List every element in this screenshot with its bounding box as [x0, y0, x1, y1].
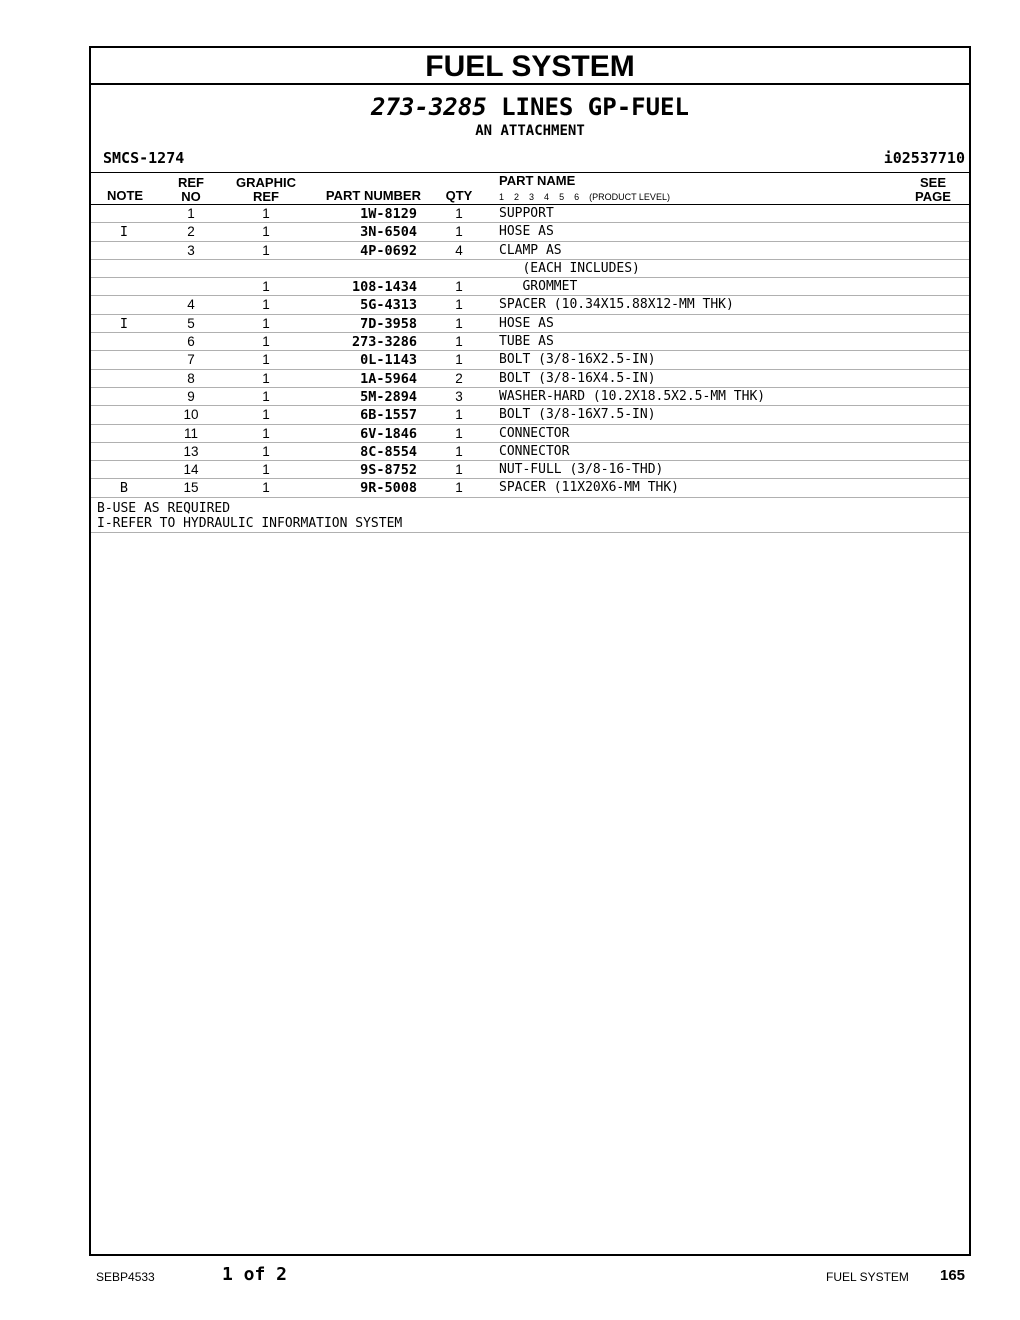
illustration-id: i02537710: [883, 149, 965, 167]
qty-cell: 1: [455, 462, 463, 478]
part-number-cell: 5M-2894: [360, 388, 417, 405]
ref-no-cell: 3: [187, 242, 195, 258]
table-row: [91, 315, 969, 333]
smcs-code: SMCS-1274: [103, 149, 185, 167]
part-number-cell: 108-1434: [351, 279, 417, 296]
part-number-cell: 8C-8554: [360, 443, 417, 460]
part-number-cell: 0L-1143: [360, 352, 417, 369]
part-name-cell: (EACH INCLUDES): [499, 260, 640, 276]
col-header-graphic-ref: [226, 176, 306, 204]
part-name-cell: BOLT (3/8-16X7.5-IN): [499, 407, 656, 423]
footer-section-name: FUEL SYSTEM: [826, 1270, 909, 1284]
part-name-cell: CONNECTOR: [499, 443, 570, 459]
ref-no-cell: 15: [183, 480, 199, 496]
part-name-cell: BOLT (3/8-16X4.5-IN): [499, 370, 656, 386]
footer-page-number: 165: [940, 1267, 966, 1284]
product-level-label: (PRODUCT LEVEL): [589, 192, 670, 202]
note-b: B-USE AS REQUIRED: [97, 501, 231, 516]
part-number-cell: 6B-1557: [360, 407, 417, 424]
qty-cell: 2: [455, 370, 463, 386]
ref-no-cell: 10: [183, 407, 199, 423]
graphic-ref-cell: 1: [262, 279, 270, 295]
part-name-cell: TUBE AS: [499, 334, 554, 350]
graphic-ref-cell: 1: [262, 388, 270, 404]
table-row: [91, 479, 969, 497]
product-level-3: 3: [529, 192, 535, 202]
ref-no-cell: 8: [187, 370, 195, 386]
table-row: [91, 260, 969, 278]
part-name-cell: HOSE AS: [499, 315, 554, 331]
note-cell: B: [119, 480, 129, 497]
qty-cell: 1: [455, 352, 463, 368]
graphic-ref-cell: 1: [262, 297, 270, 313]
part-name-cell: BOLT (3/8-16X2.5-IN): [499, 352, 656, 368]
col-header-graphic-top: GRAPHIC: [236, 175, 296, 190]
table-row: [91, 388, 969, 406]
graphic-ref-cell: 1: [262, 370, 270, 386]
qty-cell: 1: [455, 279, 463, 295]
col-header-ref-top: REF: [178, 175, 204, 190]
ref-no-cell: 1: [187, 206, 195, 221]
table-row: [91, 242, 969, 260]
notes-bottom-rule: [91, 532, 969, 533]
qty-cell: 1: [455, 425, 463, 441]
table-row: [91, 205, 969, 223]
graphic-ref-cell: 1: [262, 224, 270, 240]
qty-cell: 1: [455, 315, 463, 331]
footer-doc-number: SEBP4533: [96, 1270, 155, 1284]
product-level-4: 4: [544, 192, 550, 202]
col-header-graphic-bottom: REF: [253, 189, 279, 204]
graphic-ref-cell: 1: [262, 443, 270, 459]
ref-no-cell: 9: [187, 388, 195, 404]
group-number: 273-3285: [371, 93, 487, 121]
table-row: [91, 278, 969, 296]
col-header-see-top: SEE: [919, 175, 946, 190]
table-row: [91, 333, 969, 351]
part-number-cell: 1A-5964: [360, 370, 417, 387]
part-number-cell: 3N-6504: [360, 224, 417, 241]
qty-cell: 1: [455, 480, 463, 496]
table-row: [91, 223, 969, 241]
graphic-ref-cell: 1: [262, 480, 270, 496]
part-name-cell: CLAMP AS: [499, 242, 562, 258]
part-name-cell: CONNECTOR: [499, 425, 570, 441]
ref-no-cell: 5: [187, 315, 195, 331]
col-header-qty: QTY: [445, 188, 473, 203]
qty-cell: 1: [455, 297, 463, 313]
table-row: [91, 425, 969, 443]
col-header-note: NOTE: [106, 188, 144, 203]
part-name-cell: SPACER (11X20X6-MM THK): [499, 480, 680, 496]
part-name-cell: WASHER-HARD (10.2X18.5X2.5-MM THK): [499, 388, 766, 404]
group-name: LINES GP-FUEL: [501, 93, 689, 121]
part-number-cell: 7D-3958: [360, 315, 417, 332]
graphic-ref-cell: 1: [262, 315, 270, 331]
col-header-part-number: PART NUMBER: [325, 188, 421, 203]
part-name-cell: NUT-FULL (3/8-16-THD): [499, 462, 664, 478]
col-header-ref-bottom: NO: [181, 189, 201, 204]
table-row: [91, 351, 969, 369]
footer-page-count: 1 of 2: [222, 1264, 288, 1285]
ref-no-cell: 7: [187, 352, 195, 368]
part-number-cell: 6V-1846: [360, 425, 417, 442]
ref-no-cell: 11: [183, 425, 198, 441]
part-name-cell: HOSE AS: [499, 224, 554, 240]
ref-no-cell: 13: [183, 443, 199, 459]
notes-block: [97, 501, 402, 531]
col-header-see-bottom: PAGE: [915, 189, 951, 204]
table-row: [91, 461, 969, 479]
col-header-ref: [171, 176, 211, 204]
table-row: [91, 443, 969, 461]
qty-cell: 1: [455, 206, 463, 221]
product-levels: [499, 192, 680, 202]
part-name-cell: SPACER (10.34X15.88X12-MM THK): [499, 297, 734, 313]
graphic-ref-cell: 1: [262, 352, 270, 368]
parts-table-body: [91, 205, 969, 498]
graphic-ref-cell: 1: [262, 334, 270, 350]
ref-no-cell: 4: [187, 297, 195, 313]
part-number-cell: 273-3286: [351, 334, 417, 351]
product-level-6: 6: [574, 192, 580, 202]
parts-page-frame: [89, 46, 971, 1256]
section-title: FUEL SYSTEM: [91, 48, 969, 85]
graphic-ref-cell: 1: [262, 242, 270, 258]
part-name-cell: SUPPORT: [499, 206, 554, 221]
ref-no-cell: 14: [183, 462, 199, 478]
table-row: [91, 296, 969, 314]
qty-cell: 4: [455, 242, 463, 258]
part-number-cell: 9S-8752: [360, 462, 417, 479]
table-row: [91, 370, 969, 388]
note-cell: I: [119, 224, 129, 241]
graphic-ref-cell: 1: [262, 462, 270, 478]
col-header-see-page: [903, 176, 963, 204]
group-subtitle: AN ATTACHMENT: [475, 123, 585, 139]
graphic-ref-cell: 1: [262, 425, 270, 441]
note-cell: I: [119, 315, 129, 332]
graphic-ref-cell: 1: [262, 206, 270, 221]
part-number-cell: 4P-0692: [360, 242, 417, 259]
part-number-cell: 1W-8129: [360, 206, 417, 222]
qty-cell: 1: [455, 443, 463, 459]
ref-no-cell: 6: [187, 334, 195, 350]
table-row: [91, 406, 969, 424]
col-header-part-name: PART NAME: [499, 173, 576, 188]
qty-cell: 3: [455, 388, 463, 404]
part-number-cell: 5G-4313: [360, 297, 417, 314]
product-level-2: 2: [514, 192, 520, 202]
group-title: [91, 93, 969, 121]
product-level-1: 1: [499, 192, 505, 202]
product-level-5: 5: [559, 192, 565, 202]
part-name-cell: GROMMET: [499, 279, 578, 295]
graphic-ref-cell: 1: [262, 407, 270, 423]
qty-cell: 1: [455, 224, 463, 240]
qty-cell: 1: [455, 407, 463, 423]
ref-no-cell: 2: [187, 224, 195, 240]
qty-cell: 1: [455, 334, 463, 350]
part-number-cell: 9R-5008: [360, 480, 417, 497]
note-i: I-REFER TO HYDRAULIC INFORMATION SYSTEM: [97, 516, 403, 531]
